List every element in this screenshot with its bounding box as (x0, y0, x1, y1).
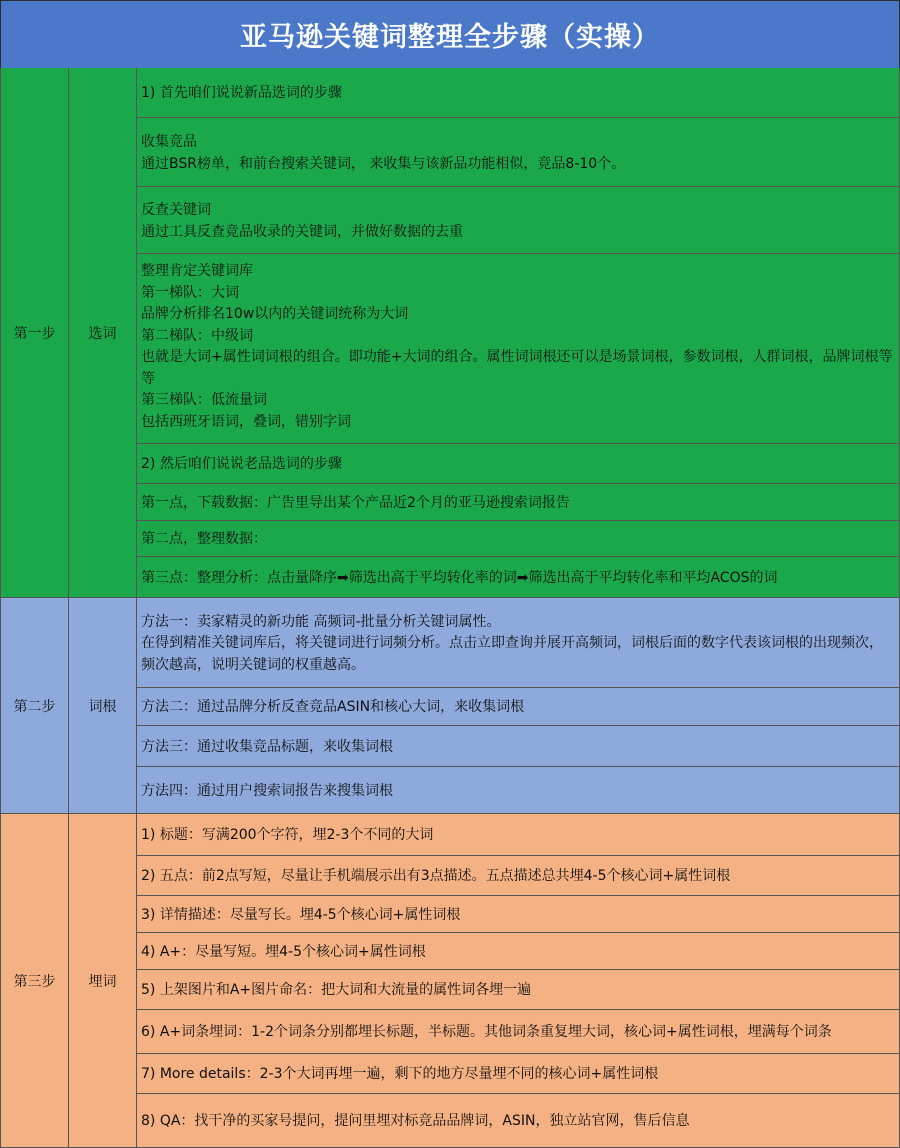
step-label: 第二步 (0, 598, 69, 814)
row-text: 通过BSR榜单，和前台搜索关键词， 来收集与该新品功能相似，竞品8-10个。 (141, 155, 626, 172)
row-heading: 反查关键词 (141, 202, 211, 218)
table-row (137, 814, 900, 856)
table-row (137, 557, 900, 598)
step-two-section (0, 598, 900, 814)
sheet-title: 亚马逊关键词整理全步骤（实操） (0, 0, 900, 69)
table-row (137, 187, 900, 254)
row-text: 方法四：通过用户搜索词报告来搜集词根 (141, 782, 393, 799)
row-text: 4) A+：尽量写短。埋4-5个核心词+属性词根 (141, 943, 426, 960)
table-row (137, 688, 900, 726)
category-label: 埋词 (69, 814, 137, 1148)
table-row (137, 68, 900, 118)
tier-one-label: 第一梯队：大词 (141, 284, 239, 301)
table-row (137, 726, 900, 767)
row-text: 8) QA：找干净的买家号提问，提问里埋对标竞品品牌词，ASIN，独立站官网，售后信息 (141, 1113, 690, 1130)
tier-three-label: 第三梯队：低流量词 (141, 392, 267, 408)
row-heading: 收集竞品 (141, 134, 197, 150)
row-text: 第二点，整理数据： (141, 531, 267, 548)
tier-one-text: 品牌分析排名10w以内的关键词统称为大词 (141, 306, 409, 322)
row-text: 方法三：通过收集竞品标题，来收集词根 (141, 738, 393, 755)
step-rows (137, 68, 900, 598)
step-label: 第一步 (0, 68, 69, 598)
row-heading: 整理肯定关键词库 (141, 263, 253, 279)
tier-two-label: 第二梯队：中级词 (141, 327, 253, 344)
row-text: 6) A+词条埋词：1-2个词条分别都埋长标题，半标题。其他词条重复埋大词，核心词+属性词根，埋满每个词条 (141, 1024, 832, 1041)
table-row (137, 933, 900, 970)
step-three-section (0, 814, 900, 1148)
row-text: 第三点：整理分析：点击量降序➡筛选出高于平均转化率的词➡筛选出高于平均转化率和平均ACOS的词 (141, 569, 778, 586)
row-text: 1) 标题：写满200个字符，埋2-3个不同的大词 (141, 827, 434, 844)
step-rows (137, 814, 900, 1148)
table-row (137, 118, 900, 187)
category-label: 选词 (69, 68, 137, 598)
table-row (137, 598, 900, 688)
row-text: 在得到精准关键词库后，将关键词进行词频分析。点击立即查询并展开高频词，词根后面的数字代表该词根的出现频次，频次越高，说明关键词的权重越高。 (141, 635, 883, 673)
tier-two-text: 也就是大词+属性词词根的组合。即功能+大词的组合。属性词词根还可以是场景词根，参数词根，人群词根，品牌词根等等 (141, 349, 893, 387)
row-text: 2) 然后咱们说说老品选词的步骤 (141, 456, 342, 473)
table-row (137, 484, 900, 521)
row-text: 5) 上架图片和A+图片命名：把大词和大流量的属性词各埋一遍 (141, 982, 532, 999)
table-row (137, 521, 900, 557)
row-text: 2) 五点：前2点写短，尽量让手机端展示出有3点描述。五点描述总共埋4-5个核心词+属性词根 (141, 868, 731, 885)
row-text: 第一点，下载数据：广告里导出某个产品近2个月的亚马逊搜索词报告 (141, 494, 570, 511)
table-row (137, 1054, 900, 1094)
step-one-section (0, 68, 900, 598)
table-row (137, 254, 900, 444)
step-label: 第三步 (0, 814, 69, 1148)
row-text: 通过工具反查竞品收录的关键词，并做好数据的去重 (141, 223, 463, 240)
row-text: 方法二：通过品牌分析反查竞品ASIN和核心大词，来收集词根 (141, 699, 525, 716)
row-text: 7) More details：2-3个大词再埋一遍，剩下的地方尽量埋不同的核心词+属性词根 (141, 1066, 659, 1083)
row-heading: 方法一：卖家精灵的新功能 高频词-批量分析关键词属性。 (141, 613, 501, 630)
table-row (137, 444, 900, 484)
table-row (137, 896, 900, 933)
row-text: 3) 详情描述：尽量写长。埋4-5个核心词+属性词根 (141, 906, 461, 923)
table-row (137, 767, 900, 814)
category-label: 词根 (69, 598, 137, 814)
table-row (137, 856, 900, 896)
tier-three-text: 包括西班牙语词，叠词，错别字词 (141, 413, 351, 430)
table-row (137, 1094, 900, 1148)
table-row (137, 1010, 900, 1054)
table-row (137, 970, 900, 1010)
step-rows (137, 598, 900, 814)
row-text: 1) 首先咱们说说新品选词的步骤 (141, 85, 342, 102)
